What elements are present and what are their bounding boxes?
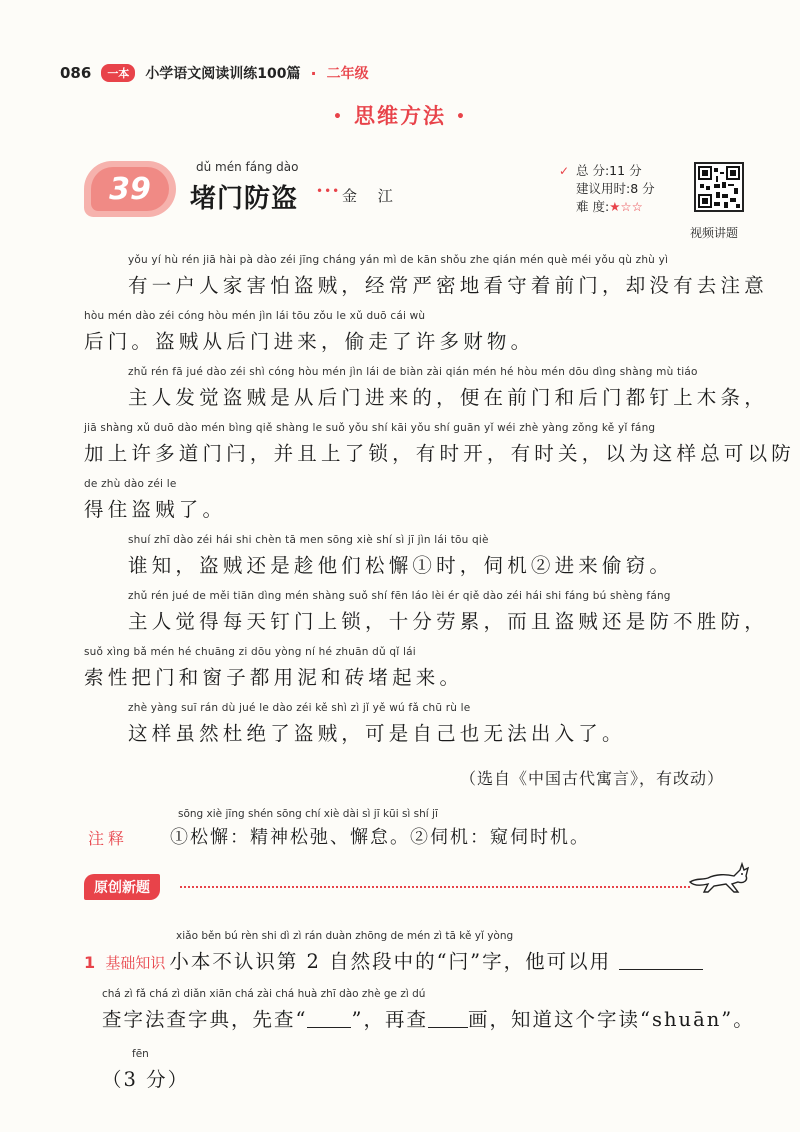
text-line: 得住盗贼了。 xyxy=(84,498,227,521)
pinyin-line: zhǔ rén jué de měi tiān dìng mén shàng suǒ shí fēn láo lèi ér qiě dào zéi hái shi fáng bú shèng fáng xyxy=(128,590,671,602)
lesson-number-badge xyxy=(84,161,176,217)
text-line: 加上许多道门闩，并且上了锁，有时开，有时关，以为这样总可以防 xyxy=(84,442,796,465)
lesson-number: 39 xyxy=(91,167,169,211)
text-line: 这样虽然杜绝了盗贼，可是自己也无法出入了。 xyxy=(128,722,626,745)
section-title-text: 思维方法 xyxy=(354,104,446,128)
question-1-text-b: ”，再查 xyxy=(351,1008,428,1031)
question-text xyxy=(84,946,703,974)
running-cat-icon xyxy=(686,860,752,896)
pinyin-line: zhǔ rén fā jué dào zéi shì cóng hòu mén jìn lái de biàn zài qián mén hé hòu mén dōu dìng shàng mù tiáo xyxy=(128,366,698,378)
text-line: 谁知，盗贼还是趁他们松懈①时，伺机②进来偷窃。 xyxy=(128,554,674,577)
passage xyxy=(84,254,796,758)
question-score: （3 分） xyxy=(102,1068,190,1091)
passage-line xyxy=(84,366,768,422)
section-dot-right: • xyxy=(456,109,467,125)
qr-caption: 视频讲题 xyxy=(690,226,739,240)
pinyin-line: hòu mén dào zéi cóng hòu mén jìn lái tōu zǒu le xǔ duō cái wù xyxy=(84,310,426,322)
question-1-line-1 xyxy=(84,930,764,980)
passage-source: （选自《中国古代寓言》，有改动） xyxy=(460,769,725,788)
question-pinyin: chá zì fǎ chá zì diǎn xiān chá zài chá huà zhī dào zhè ge zì dú xyxy=(102,988,426,1000)
passage-line xyxy=(84,590,768,646)
qr-code-icon[interactable] xyxy=(694,162,744,212)
brand-logo: 一本 xyxy=(101,64,135,82)
passage-line xyxy=(84,422,796,478)
answer-blank-1[interactable] xyxy=(619,952,703,970)
question-1-text: 小本不认识第 2 自然段中的“闩”字，他可以用 xyxy=(169,950,612,973)
difficulty-label: 难 度: xyxy=(576,199,610,214)
passage-line xyxy=(84,254,768,310)
text-line: 索性把门和窗子都用泥和砖堵起来。 xyxy=(84,666,464,689)
question-text xyxy=(102,1004,755,1032)
section-title xyxy=(0,100,800,130)
passage-line xyxy=(84,310,756,366)
pinyin-line: shuí zhī dào zéi hái shi chèn tā men sōng xiè shí sì jī jìn lái tōu qiè xyxy=(128,534,489,546)
passage-line xyxy=(84,646,756,702)
difficulty-stars: ★☆☆ xyxy=(609,199,643,214)
pinyin-line: jiā shàng xǔ duō dào mén bìng qiě shàng le suǒ yǒu shí kāi yǒu shí guān yǐ wéi zhè yàng zǒng kě yǐ fáng xyxy=(84,422,656,434)
notes-label: 注释 xyxy=(88,829,129,848)
page-number: 086 xyxy=(60,64,92,82)
lesson-title-pinyin: dǔ mén fáng dào xyxy=(196,160,299,174)
pinyin-line: suǒ xìng bǎ mén hé chuāng zi dōu yòng ní hé zhuān dǔ qǐ lái xyxy=(84,646,416,658)
answer-blank-3[interactable] xyxy=(428,1010,468,1028)
notes-text: ①松懈：精神松弛、懈怠。②伺机：窥伺时机。 xyxy=(170,827,590,848)
question-tag: 基础知识 xyxy=(105,954,166,972)
question-pinyin: fēn xyxy=(132,1048,149,1060)
book-title: 小学语文阅读训练100篇 xyxy=(145,66,301,82)
header-separator: · xyxy=(310,63,317,83)
question-1-line-2 xyxy=(84,988,764,1038)
book-grade: 二年级 xyxy=(326,66,369,82)
passage-line xyxy=(84,534,756,590)
passage-line xyxy=(84,702,756,758)
divider-dotted-line xyxy=(180,886,690,888)
section-dot-left: • xyxy=(333,109,344,125)
author-dots: ••• xyxy=(316,184,341,198)
question-1-line-3 xyxy=(84,1048,764,1098)
lesson-info-box xyxy=(559,162,684,218)
difficulty xyxy=(566,198,684,216)
suggested-time: 建议用时:8 分 xyxy=(576,181,655,196)
author: 金 江 xyxy=(342,187,401,205)
page-header xyxy=(60,58,750,88)
text-line: 后门。盗贼从后门进来，偷走了许多财物。 xyxy=(84,330,535,353)
tick-icon: ✓ xyxy=(559,164,570,178)
pinyin-line: zhè yàng suī rán dù jué le dào zéi kě shì zì jǐ yě wú fǎ chū rù le xyxy=(128,702,471,714)
pinyin-line: yǒu yí hù rén jiā hài pà dào zéi jīng cháng yán mì de kān shǒu zhe qián mén què méi yǒu qù zhù yì xyxy=(128,254,669,266)
lesson-title: 堵门防盗 xyxy=(190,184,299,214)
text-line: 主人发觉盗贼是从后门进来的，便在前门和后门都钉上木条， xyxy=(128,386,768,409)
pinyin-line: de zhù dào zéi le xyxy=(84,478,177,490)
question-number: 1 xyxy=(84,953,98,972)
notes-pinyin: sōng xiè jīng shén sōng chí xiè dài sì jī kūi sì shí jī xyxy=(178,808,438,820)
original-questions-tag: 原创新题 xyxy=(84,874,160,900)
question-1-text-c: 画，知道这个字读“shuān”。 xyxy=(467,1008,755,1031)
text-line: 有一户人家害怕盗贼，经常严密地看守着前门，却没有去注意 xyxy=(128,274,768,297)
question-pinyin: xiǎo běn bú rèn shi dì zì rán duàn zhōng de mén zì tā kě yǐ yòng xyxy=(176,930,514,942)
text-line: 主人觉得每天钉门上锁，十分劳累，而且盗贼还是防不胜防， xyxy=(128,610,768,633)
total-score: 总 分:11 分 xyxy=(576,163,642,178)
question-1-text-a: 查字法查字典，先查“ xyxy=(102,1008,308,1031)
passage-line xyxy=(84,478,756,534)
answer-blank-2[interactable] xyxy=(307,1010,351,1028)
